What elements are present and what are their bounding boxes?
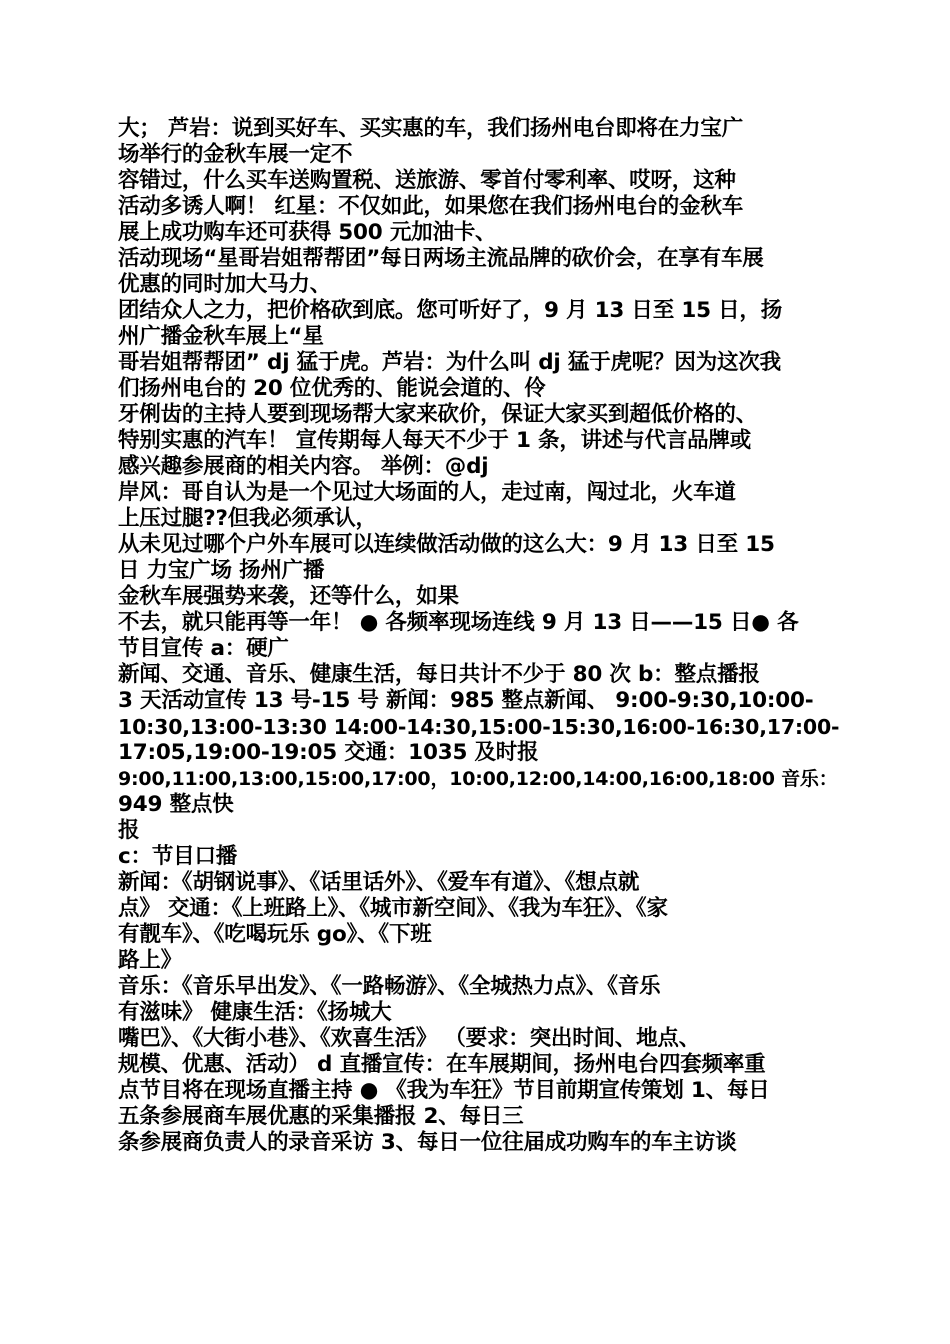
text-line: 场举行的金秋车展一定不 [118, 142, 353, 167]
text-line: 嘴巴》、《大街小巷》、《欢喜生活》 （要求：突出时间、地点、 [118, 1026, 700, 1051]
text-line: 金秋车展强势来袭，还等什么，如果 [118, 584, 459, 609]
text-line: 音乐：《音乐早出发》、《一路畅游》、《全城热力点》、《音乐 [118, 974, 661, 999]
text-line: 17:05,19:00-19:05 交通：1035 及时报 [118, 740, 539, 765]
text-line: 节目宣传 a：硬广 [118, 636, 289, 661]
text-line: 9:00,11:00,13:00,15:00,17:00，10:00,12:00,14:00,16:00,18:00 音乐： [118, 768, 838, 790]
text-line: 有靓车》、《吃喝玩乐 go》、《下班 [118, 922, 432, 947]
text-line: 大； 芦岩：说到买好车、买实惠的车，我们扬州电台即将在力宝广 [118, 116, 743, 141]
text-line: 不去，就只能再等一年！ ● 各频率现场连线 9 月 13 日——15 日● 各 [118, 610, 799, 635]
text-line: c：节目口播 [118, 844, 238, 869]
text-line: 活动现场“星哥岩姐帮帮团”每日两场主流品牌的砍价会，在享有车展 [118, 246, 764, 271]
text-line: 展上成功购车还可获得 500 元加油卡、 [118, 220, 497, 245]
text-line: 路上》 [118, 948, 182, 973]
text-line: 点节目将在现场直播主持 ● 《我为车狂》节目前期宣传策划 1、每日 [118, 1078, 770, 1103]
text-line: 10:30,13:00-13:30 14:00-14:30,15:00-15:30,16:00-16:30,17:00- [118, 715, 840, 739]
text-line: 新闻：《胡钢说事》、《话里话外》、《爱车有道》、《想点就 [118, 870, 640, 895]
text-line: 岸风：哥自认为是一个见过大场面的人，走过南，闯过北，火车道 [118, 480, 736, 505]
text-line: 特别实惠的汽车！ 宣传期每人每天不少于 1 条，讲述与代言品牌或 [118, 428, 752, 453]
text-line: 有滋味》 健康生活：《扬城大 [118, 1000, 392, 1025]
text-line: 上压过腿??但我必须承认， [118, 506, 377, 531]
text-line: 州广播金秋车展上“星 [118, 324, 324, 349]
text-line: 报 [118, 818, 140, 843]
text-line: 五条参展商车展优惠的采集播报 2、每日三 [118, 1104, 524, 1129]
text-line: 日 力宝广场 扬州广播 [118, 558, 325, 583]
text-line: 容错过，什么买车送购置税、送旅游、零首付零利率、哎呀，这种 [118, 168, 736, 193]
text-line: 点》 交通：《上班路上》、《城市新空间》、《我为车狂》、《家 [118, 896, 668, 921]
text-line: 团结众人之力，把价格砍到底。您可听好了，9 月 13 日至 15 日，扬 [118, 298, 783, 323]
text-line: 们扬州电台的 20 位优秀的、能说会道的、伶 [118, 376, 546, 401]
text-line: 条参展商负责人的录音采访 3、每日一位往届成功购车的车主访谈 [118, 1130, 737, 1155]
text-line: 感兴趣参展商的相关内容。 举例：@dj [118, 454, 489, 479]
text-line: 从未见过哪个户外车展可以连续做活动做的这么大：9 月 13 日至 15 [118, 532, 775, 557]
document-body [118, 116, 843, 1156]
text-line: 规模、优惠、活动） d 直播宣传：在车展期间，扬州电台四套频率重 [118, 1052, 766, 1077]
text-line: 优惠的同时加大马力、 [118, 272, 332, 297]
text-line: 哥岩姐帮帮团” dj 猛于虎。芦岩：为什么叫 dj 猛于虎呢？因为这次我 [118, 350, 781, 375]
text-line: 949 整点快 [118, 792, 234, 817]
text-line: 3 天活动宣传 13 号-15 号 新闻：985 整点新闻、 9:00-9:30,10:00- [118, 688, 814, 713]
text-line: 新闻、交通、音乐、健康生活，每日共计不少于 80 次 b：整点播报 [118, 662, 760, 687]
text-line: 活动多诱人啊！ 红星：不仅如此，如果您在我们扬州电台的金秋车 [118, 194, 743, 219]
text-line: 牙俐齿的主持人要到现场帮大家来砍价，保证大家买到超低价格的、 [118, 402, 758, 427]
